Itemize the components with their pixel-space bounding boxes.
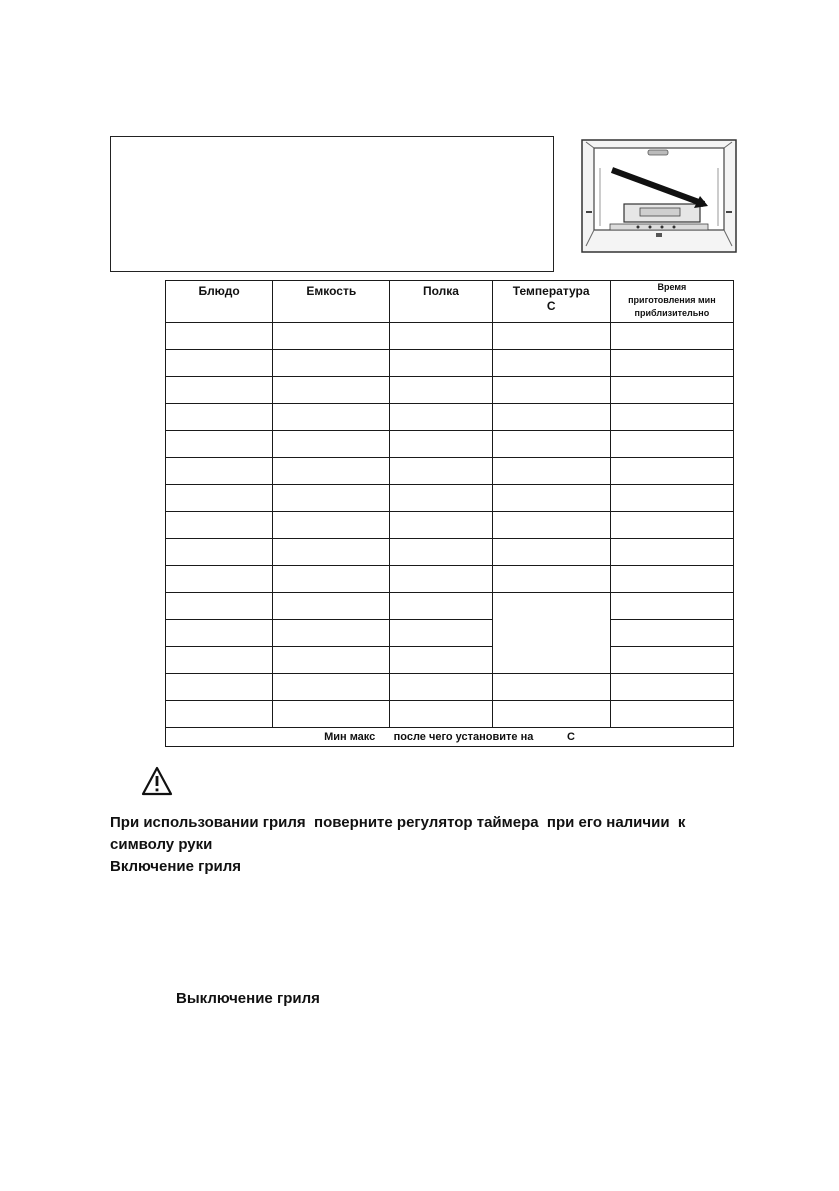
- table-footer-note: Мин макс после чего установите на С: [166, 728, 734, 747]
- table-row: [166, 701, 734, 728]
- grill-timer-note-line1: При использовании гриля поверните регулятор таймера при его наличии к: [110, 814, 686, 831]
- header-dish: Блюдо: [166, 281, 273, 323]
- table-row: [166, 539, 734, 566]
- table-row: [166, 593, 734, 620]
- cooking-table: [165, 280, 734, 747]
- table-row: [166, 485, 734, 512]
- grill-on-heading: Включение гриля: [110, 858, 242, 875]
- table-row: [166, 431, 734, 458]
- grill-off-heading: Выключение гриля: [176, 990, 320, 1007]
- table-header-row: [166, 281, 734, 323]
- header-temperature: Температура С: [492, 281, 610, 323]
- table-row: [166, 566, 734, 593]
- table-row: [166, 647, 734, 674]
- oven-interior-illustration: [580, 138, 738, 254]
- table-row: [166, 404, 734, 431]
- header-container: Емкость: [273, 281, 390, 323]
- warning-triangle-icon: [141, 766, 173, 796]
- header-cooking-time: Время приготовления мин приблизительно: [610, 281, 733, 323]
- table-row: [166, 620, 734, 647]
- table-row: [166, 458, 734, 485]
- text-frame-box: [110, 136, 554, 272]
- table-row: [166, 674, 734, 701]
- table-row: [166, 377, 734, 404]
- table-row: [166, 350, 734, 377]
- table-row: [166, 323, 734, 350]
- header-shelf: Полка: [390, 281, 492, 323]
- table-row: [166, 512, 734, 539]
- grill-timer-note-line2: символу руки: [110, 836, 213, 853]
- table-footer-row: [166, 728, 734, 747]
- merged-temperature-cell: [492, 593, 610, 674]
